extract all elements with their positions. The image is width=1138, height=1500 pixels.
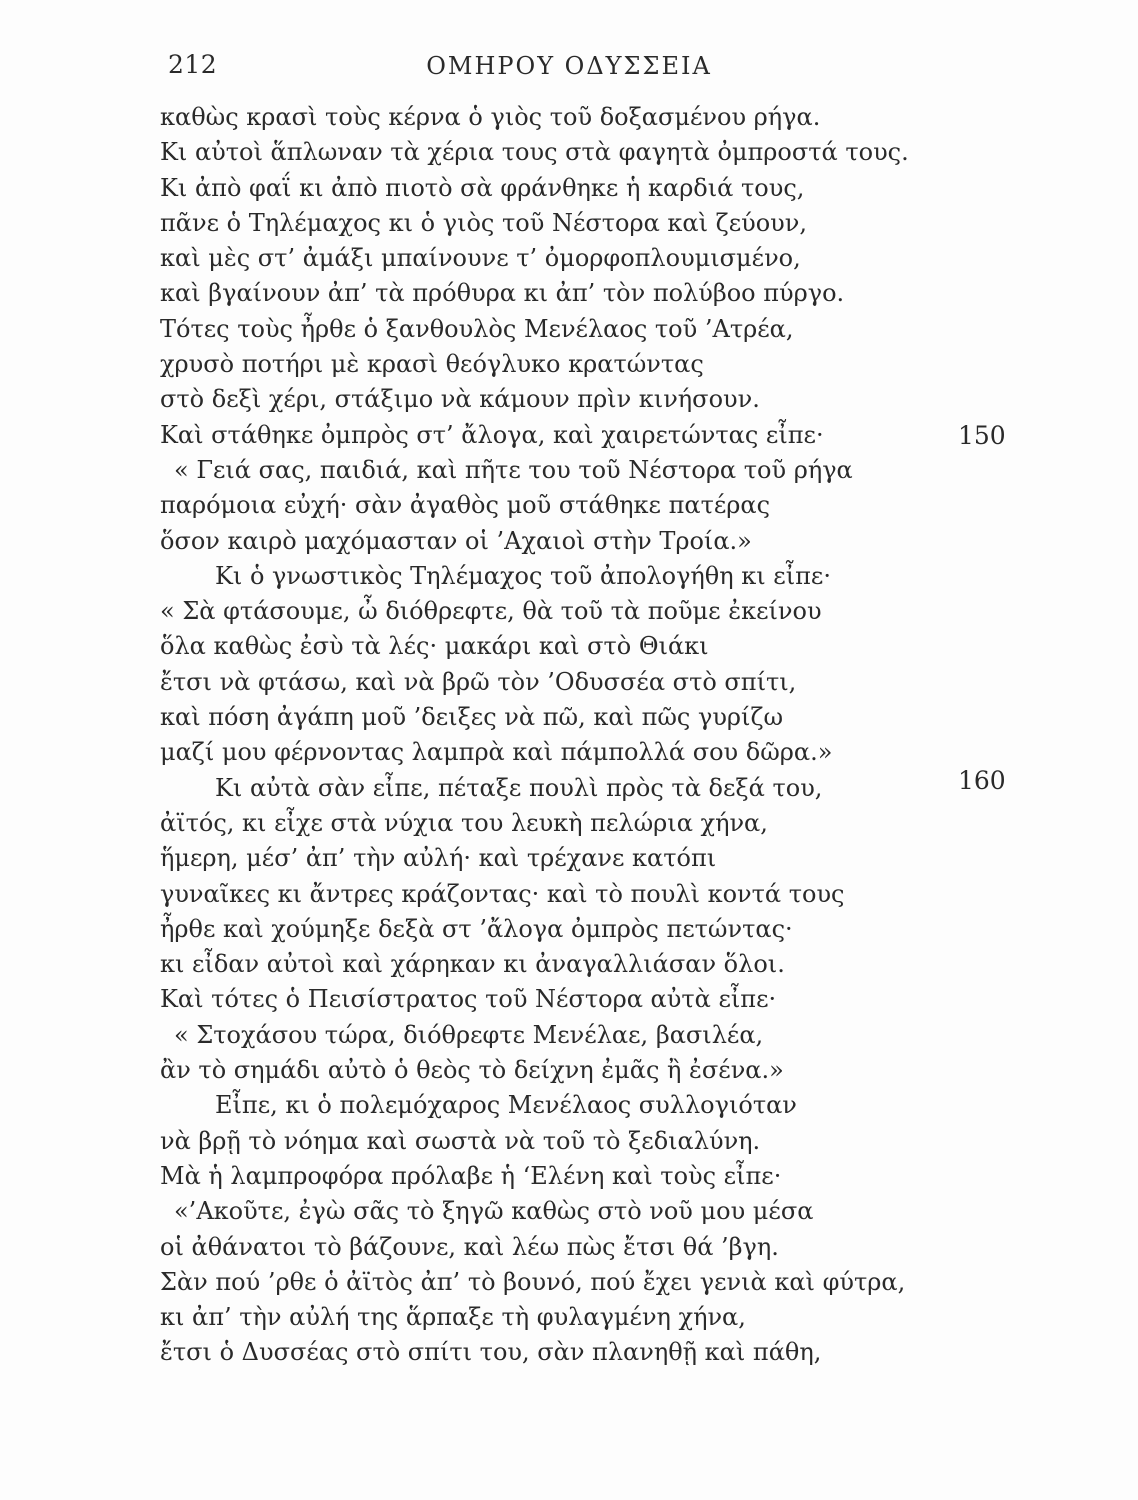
verse-line: χρυσὸ ποτήρι μὲ κρασὶ θεόγλυκο κρατώντας: [160, 350, 704, 379]
verse-line: « Σὰ φτάσουμε, ὦ διόθρεφτε, θὰ τοῦ τὰ ποῦμε ἐκείνου: [160, 597, 822, 626]
verse-line: ὅλα καθὼς ἐσὺ τὰ λές· μακάρι καὶ στὸ Θιάκι: [160, 632, 709, 661]
verse-line: Κι αὐτοὶ ἅπλωναν τὰ χέρια τους στὰ φαγητὰ ὀμπροστά τους.: [160, 138, 909, 167]
verse-line: ὅσον καιρὸ μαχόμασταν οἱ ’Αχαιοὶ στὴν Τροία.»: [160, 526, 752, 555]
line-number-160: 160: [958, 766, 1006, 795]
line-number-150: 150: [958, 421, 1006, 450]
verse-line: παρόμοια εὐχή· σὰν ἀγαθὸς μοῦ στάθηκε πατέρας: [160, 491, 771, 520]
verse-line: Καὶ στάθηκε ὀμπρὸς στ’ ἄλογα, καὶ χαιρετώντας εἶπε·: [160, 420, 824, 449]
verse-line: πᾶνε ὁ Τηλέμαχος κι ὁ γιὸς τοῦ Νέστορα καὶ ζεύουν,: [160, 208, 807, 237]
verse-line: Μὰ ἡ λαμπροφόρα πρόλαβε ἡ ‘Ελένη καὶ τοὺς εἶπε·: [160, 1161, 782, 1190]
verse-line: οἱ ἀθάνατοι τὸ βάζουνε, καὶ λέω πὼς ἔτσι θά ’βγη.: [160, 1232, 779, 1261]
verse-line: ἀϊτός, κι εἶχε στὰ νύχια του λευκὴ πελώρια χήνα,: [160, 808, 768, 837]
verse-line: ἥμερη, μέσ’ ἀπ’ τὴν αὐλή· καὶ τρέχανε κατόπι: [160, 844, 717, 873]
verse-line: « Γειά σας, παιδιά, καὶ πῆτε του τοῦ Νέστορα τοῦ ρήγα: [174, 455, 853, 484]
verse-line: κι εἶδαν αὐτοὶ καὶ χάρηκαν κι ἀναγαλλιάσαν ὅλοι.: [160, 950, 785, 979]
verse-line: Εἶπε, κι ὁ πολεμόχαρος Μενέλαος συλλογιόταν: [215, 1091, 797, 1120]
verse-line: Καὶ τότες ὁ Πεισίστρατος τοῦ Νέστορα αὐτὰ εἶπε·: [160, 985, 777, 1014]
verse-line: καὶ πόση ἀγάπη μοῦ ’δειξες νὰ πῶ, καὶ πῶς γυρίζω: [160, 703, 784, 732]
verse-line: μαζί μου φέρνοντας λαμπρὰ καὶ πάμπολλά σου δῶρα.»: [160, 738, 833, 767]
verse-line: ἦρθε καὶ χούμηξε δεξὰ στ ’ἄλογα ὀμπρὸς πετώντας·: [160, 914, 793, 943]
verse-block: [160, 100, 960, 1371]
verse-line: Κι αὐτὰ σὰν εἶπε, πέταξε πουλὶ πρὸς τὰ δεξά του,: [215, 773, 823, 802]
verse-line: κι ἀπ’ τὴν αὐλή της ἅρπαξε τὴ φυλαγμένη χήνα,: [160, 1303, 746, 1332]
verse-line: ἂν τὸ σημάδι αὐτὸ ὁ θεὸς τὸ δείχνη ἐμᾶς ἢ ἐσένα.»: [160, 1056, 784, 1085]
verse-line: ἔτσι ὁ Δυσσέας στὸ σπίτι του, σὰν πλανηθῇ καὶ πάθη,: [160, 1338, 822, 1367]
page-number: 212: [168, 50, 218, 79]
verse-line: Κι ἀπὸ φαΐ κι ἀπὸ πιοτὸ σὰ φράνθηκε ἡ καρδιά τους,: [160, 173, 805, 202]
verse-line: Σὰν πού ’ρθε ὁ ἀϊτὸς ἀπ’ τὸ βουνό, πού ἔχει γενιὰ καὶ φύτρα,: [160, 1267, 906, 1296]
verse-line: καὶ βγαίνουν ἀπ’ τὰ πρόθυρα κι ἀπ’ τὸν πολύβοο πύργο.: [160, 279, 845, 308]
verse-line: Κι ὁ γνωστικὸς Τηλέμαχος τοῦ ἀπολογήθη κι εἶπε·: [215, 561, 831, 590]
verse-line: Τότες τοὺς ἦρθε ὁ ξανθουλὸς Μενέλαος τοῦ ’Ατρέα,: [160, 314, 794, 343]
verse-line: καὶ μὲς στ’ ἀμάξι μπαίνουνε τ’ ὀμορφοπλουμισμένο,: [160, 244, 801, 273]
verse-line: καθὼς κρασὶ τοὺς κέρνα ὁ γιὸς τοῦ δοξασμένου ρήγα.: [160, 103, 821, 131]
verse-line: ἔτσι νὰ φτάσω, καὶ νὰ βρῶ τὸν ’Οδυσσέα στὸ σπίτι,: [160, 667, 797, 696]
running-title: ΟΜΗΡΟΥ ΟΔΥΣΣΕΙΑ: [426, 52, 712, 80]
verse-line: « Στοχάσου τώρα, διόθρεφτε Μενέλαε, βασιλέα,: [174, 1020, 764, 1049]
verse-line: νὰ βρῇ τὸ νόημα καὶ σωστὰ νὰ τοῦ τὸ ξεδιαλύνη.: [160, 1126, 761, 1155]
verse-line: γυναῖκες κι ἄντρες κράζοντας· καὶ τὸ πουλὶ κοντά τους: [160, 879, 845, 908]
verse-line: «’Ακοῦτε, ἐγὼ σᾶς τὸ ξηγῶ καθὼς στὸ νοῦ μου μέσα: [174, 1197, 814, 1226]
verse-line: στὸ δεξὶ χέρι, στάξιμο νὰ κάμουν πρὶν κινήσουν.: [160, 385, 760, 414]
